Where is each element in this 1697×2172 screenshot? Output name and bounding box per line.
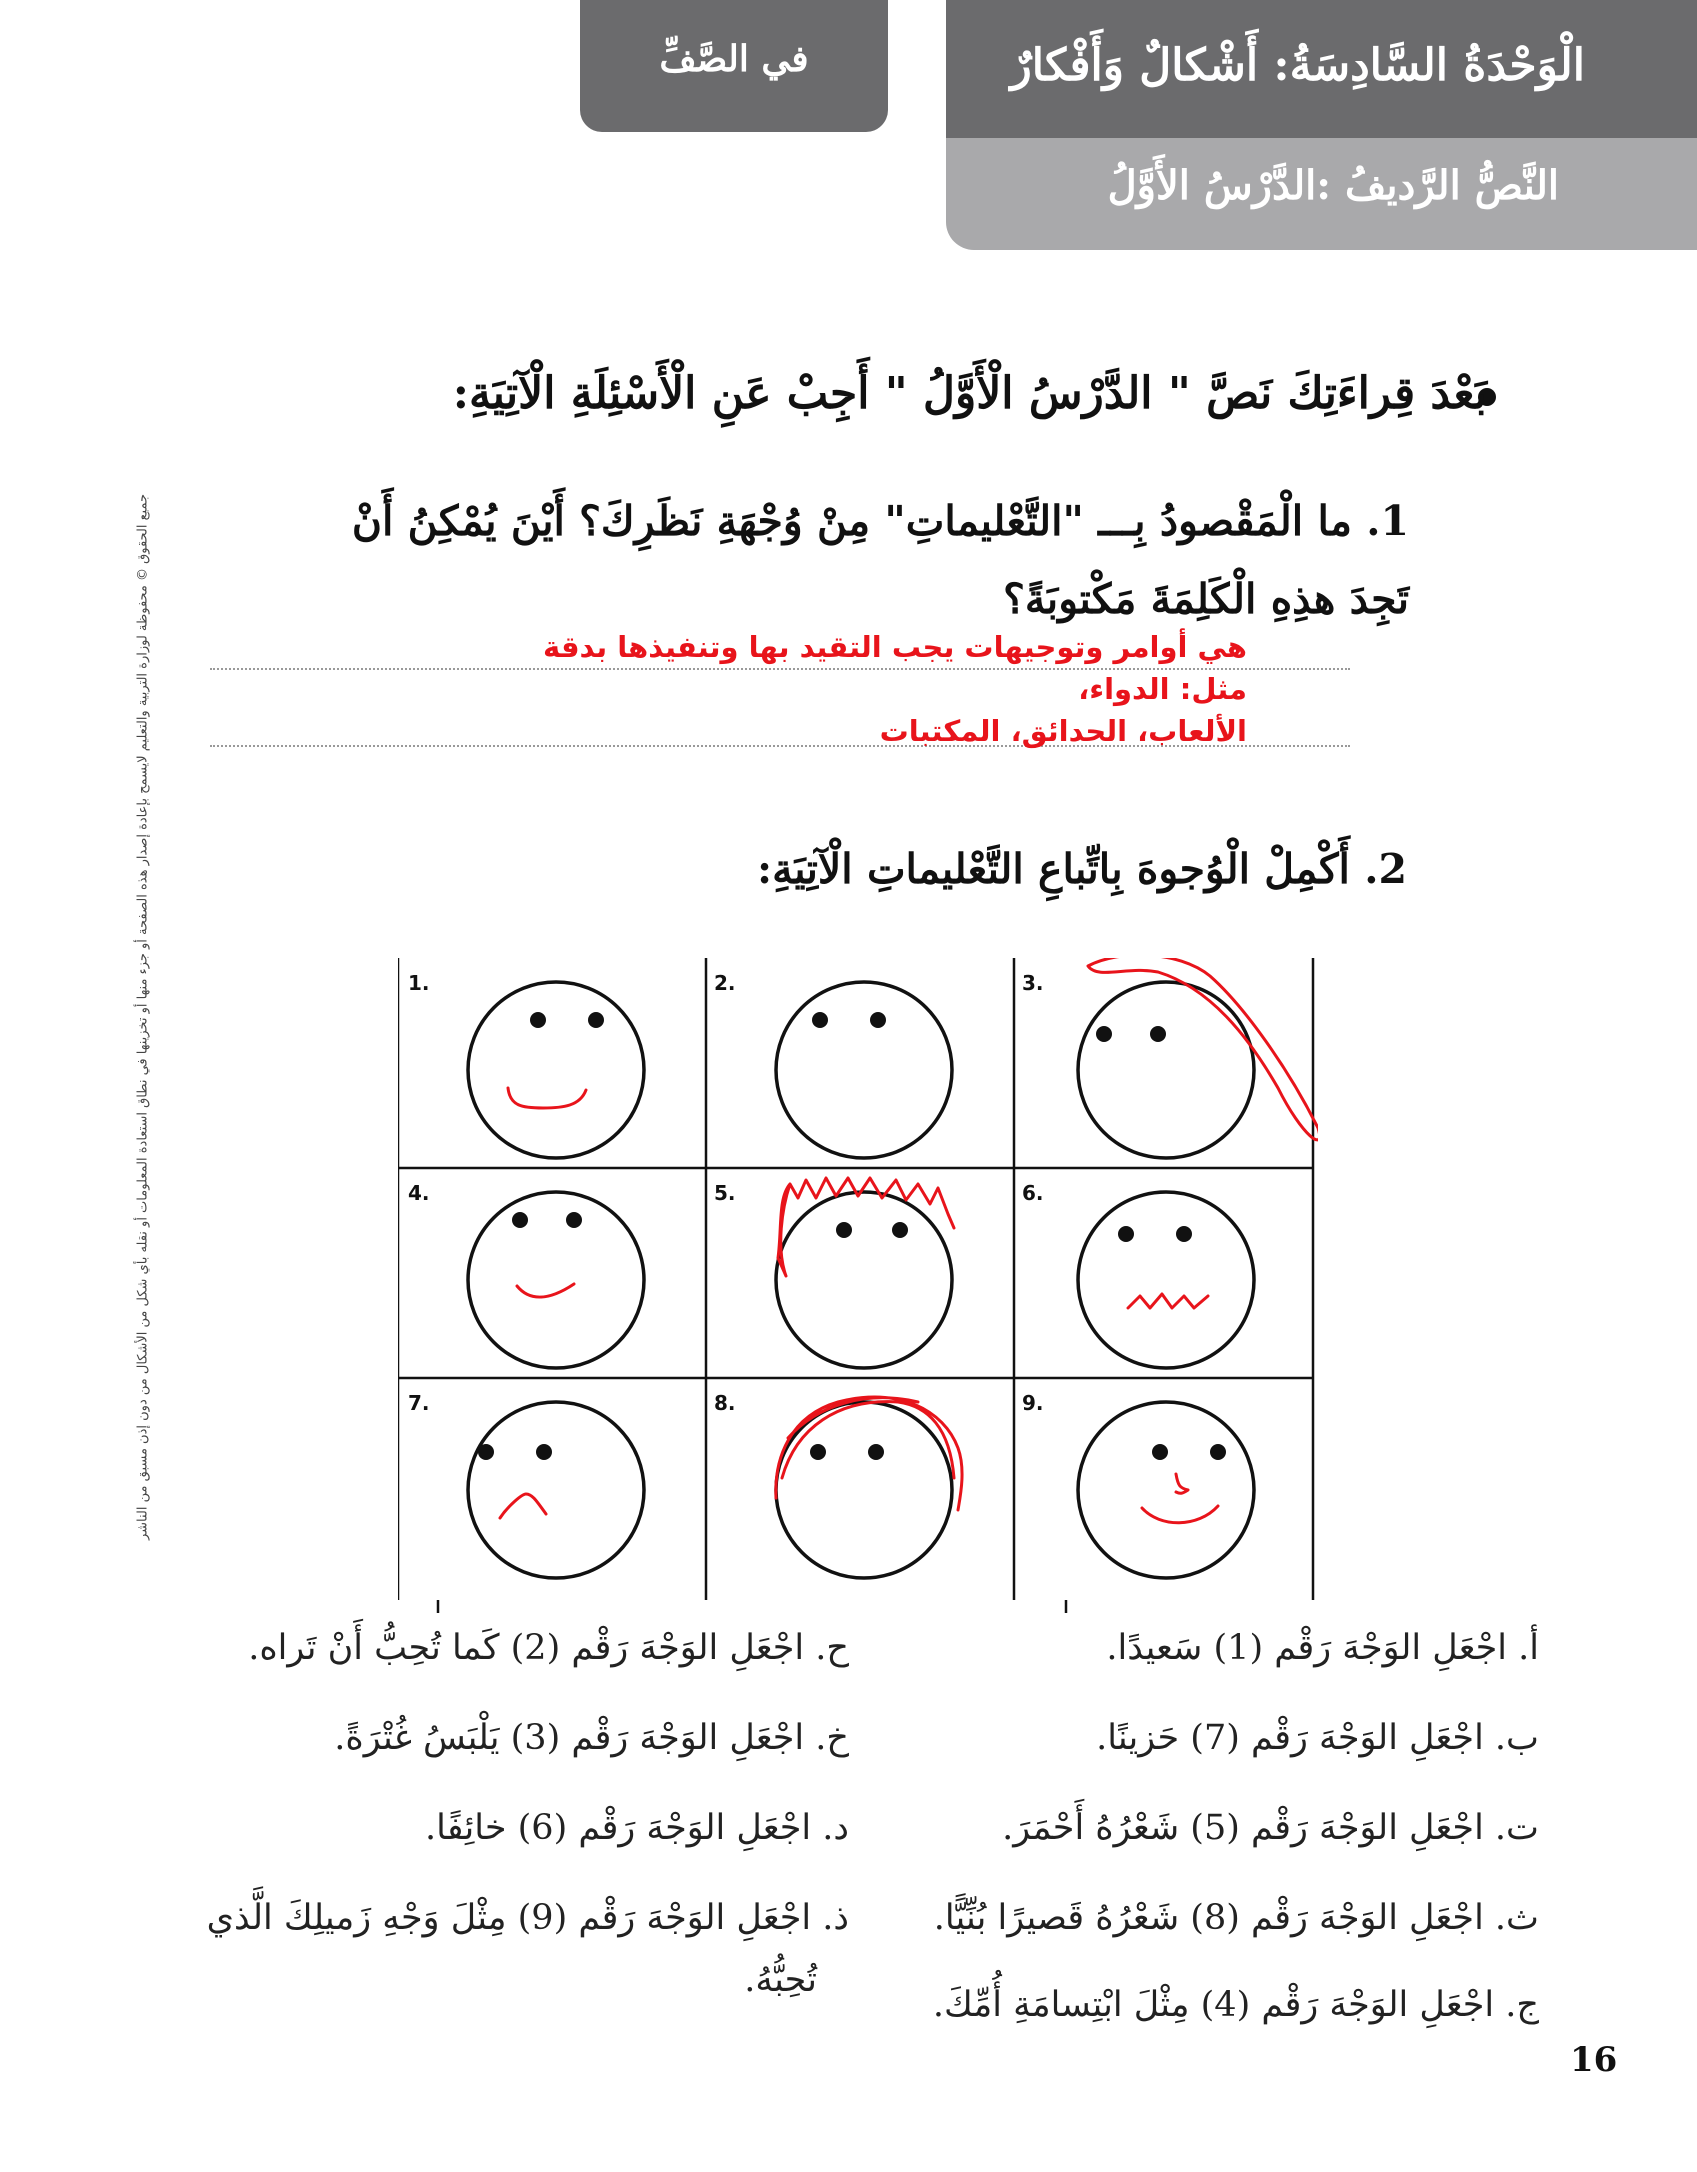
face-label-2: 2.: [714, 971, 736, 995]
instruction-b: ب. اجْعَلِ الوَجْهَ رَقْم (7) حَزينًا.: [1096, 1718, 1539, 1758]
face-label-3: 3.: [1022, 971, 1044, 995]
face-7-eye: [478, 1444, 494, 1460]
face-8: [776, 1402, 952, 1578]
face-9-eye: [1152, 1444, 1168, 1460]
face-2-eye: [812, 1012, 828, 1028]
instruction-h: ح. اجْعَلِ الوَجْهَ رَقْم (2) كَما تُحِبُّ أَنْ تَراه.: [248, 1628, 849, 1668]
page-number: 16: [1570, 2040, 1618, 2080]
face-6-eye: [1118, 1226, 1134, 1242]
face-9-nose: [1176, 1474, 1188, 1493]
face-7-frown: [500, 1494, 546, 1518]
face-6-eye: [1176, 1226, 1192, 1242]
face-label-1: 1.: [408, 971, 430, 995]
answer-1: [467, 626, 1247, 752]
lesson-title: النَّصُّ الرَّديفُ :الدَّرْسُ الأَوَّلُ: [1107, 162, 1559, 209]
face-3-eye: [1096, 1026, 1112, 1042]
face-label-5: 5.: [714, 1181, 736, 1205]
face-4-smile: [517, 1284, 574, 1297]
face-8-eye: [868, 1444, 884, 1460]
face-9-eye: [1210, 1444, 1226, 1460]
copyright-text: جميع الحقوق © محفوظة لوزارة التربية والتعليم لايسمح بإعادة إصدار هذه الصفحة أو جزء منها أو تخزينها في نطاق استعادة المعلومات أو نقله بأي شكل من الأشكال من دون إذن مسبق من الناشر: [135, 493, 151, 1541]
face-7: [468, 1402, 644, 1578]
instruction-t: ت. اجْعَلِ الوَجْهَ رَقْم (5) شَعْرُهُ أَحْمَرَ.: [1002, 1808, 1539, 1848]
face-1-eye: [530, 1012, 546, 1028]
face-4-eye: [512, 1212, 528, 1228]
face-7-eye: [536, 1444, 552, 1460]
face-label-9: 9.: [1022, 1391, 1044, 1415]
face-label-4: 4.: [408, 1181, 430, 1205]
face-4: [468, 1192, 644, 1368]
face-5-eye: [892, 1222, 908, 1238]
face-3: [1078, 982, 1254, 1158]
face-5: [776, 1192, 952, 1368]
face-6: [1078, 1192, 1254, 1368]
face-5-eye: [836, 1222, 852, 1238]
face-9-smile: [1142, 1506, 1218, 1523]
question-2: 2. أَكْمِلْ الْوُجوهَ بِاتِّباعِ التَّعْليماتِ الْآتِيَةِ:: [757, 845, 1407, 893]
answer-1-line-1: هي أوامر وتوجيهات يجب التقيد بها وتنفيذها بدقة مثل: الدواء،: [542, 630, 1247, 706]
instruction-j: ج. اجْعَلِ الوَجْهَ رَقْم (4) مِثْلَ ابْتِسامَةِ أُمِّكَ.: [932, 1985, 1539, 2025]
in-class-tab-label: في الصَّفِّ: [659, 38, 809, 80]
instruction-a: أ. اجْعَلِ الوَجْهَ رَقْم (1) سَعيدًا.: [1106, 1628, 1539, 1668]
question-1: 1. ما الْمَقْصودُ بِـــ "التَّعْليماتِ" مِنْ وُجْهَةِ نَظَرِكَ؟ أَيْنَ يُمْكِنُ أَنْ تَجِدَ هذِهِ الْكَلِمَةَ مَكْتوبَةً؟: [351, 497, 1409, 623]
instruction-th: ث. اجْعَلِ الوَجْهَ رَقْم (8) شَعْرُهُ قَصيرًا بُنِّيًّا.: [933, 1898, 1539, 1938]
instruction-kh: خ. اجْعَلِ الوَجْهَ رَقْم (3) يَلْبَسُ غُتْرَةً.: [334, 1718, 849, 1758]
unit-title: الْوَحْدَةُ السَّادِسَةُ: أَشْكالٌ وَأَفْكارٌ: [1010, 40, 1585, 91]
face-label-8: 8.: [714, 1391, 736, 1415]
copyright-side-note: [128, 392, 158, 1642]
instruction-dh-cont: تُحِبُّهُ.: [744, 1960, 817, 2000]
face-4-eye: [566, 1212, 582, 1228]
face-label-7: 7.: [408, 1391, 430, 1415]
face-3-eye: [1150, 1026, 1166, 1042]
answer-1-line-2: الألعاب، الحدائق، المكتبات: [879, 714, 1247, 748]
in-class-tab: [580, 0, 888, 132]
face-8-eye: [810, 1444, 826, 1460]
face-3-headscarf: [1088, 958, 1318, 1140]
faces-grid: [398, 958, 1318, 1618]
intro-instruction: بَعْدَ قِراءَتِكَ نَصَّ " الدَّرْسُ الْأَوَّلُ " أَجِبْ عَنِ الْأَسْئِلَةِ الْآتِيَةِ:: [452, 368, 1487, 419]
face-2: [776, 982, 952, 1158]
instruction-dh: ذ. اجْعَلِ الوَجْهَ رَقْم (9) مِثْلَ وَجْهِ زَميلِكَ الَّذي: [206, 1898, 849, 1938]
face-2-eye: [870, 1012, 886, 1028]
face-1-smile: [508, 1088, 586, 1108]
instruction-d: د. اجْعَلِ الوَجْهَ رَقْم (6) خائِفًا.: [424, 1808, 849, 1848]
face-1: [468, 982, 644, 1158]
face-6-mouth: [1128, 1294, 1208, 1308]
face-9: [1078, 1402, 1254, 1578]
face-label-6: 6.: [1022, 1181, 1044, 1205]
face-1-eye: [588, 1012, 604, 1028]
